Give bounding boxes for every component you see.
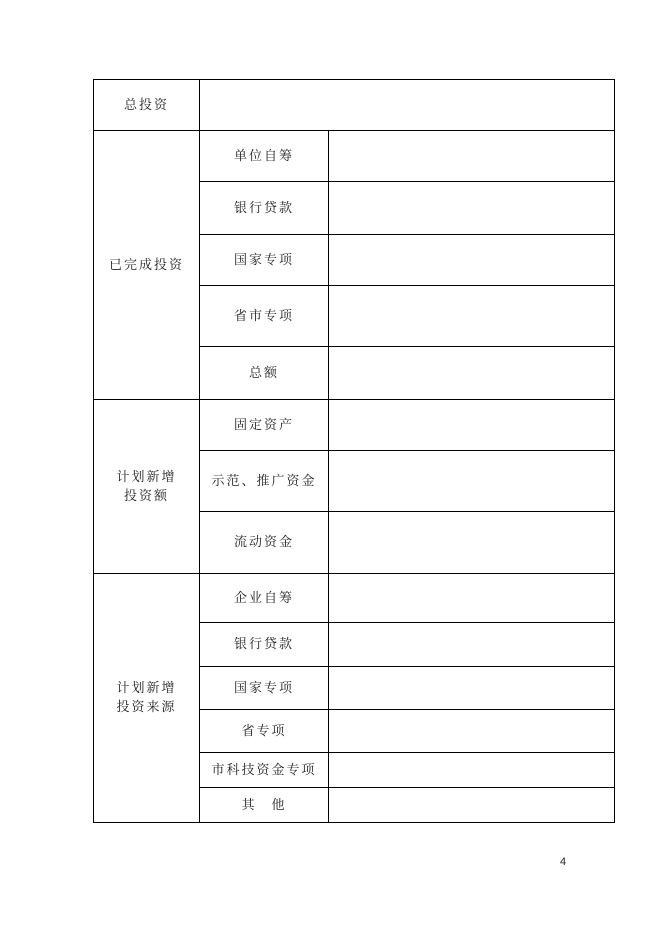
investment-form-table: [93, 79, 615, 823]
completed-item-value[interactable]: [329, 131, 615, 182]
planned-amount-label-line1: 计划新增: [116, 469, 177, 485]
planned-source-item-label: 企业自筹: [200, 574, 329, 623]
planned-amount-item-value[interactable]: [329, 451, 615, 512]
completed-item-value[interactable]: [329, 347, 615, 400]
planned-source-label-line1: 计划新增: [116, 681, 177, 696]
planned-source-label-line2: 投资来源: [116, 700, 177, 715]
completed-item-label: 银行贷款: [200, 182, 329, 235]
planned-source-item-label: 省专项: [200, 710, 329, 753]
planned-amount-label-line2: 投资额: [123, 488, 169, 504]
total-investment-label: 总投资: [94, 80, 200, 131]
completed-item-label: 总额: [200, 347, 329, 400]
planned-source-item-label: 银行贷款: [200, 623, 329, 667]
completed-item-label: 省市专项: [200, 286, 329, 347]
total-investment-field[interactable]: [200, 80, 615, 131]
completed-investment-group-label: 已完成投资: [94, 131, 200, 400]
page-number: 4: [560, 856, 567, 868]
planned-source-item-value[interactable]: [329, 623, 615, 667]
planned-amount-item-value[interactable]: [329, 512, 615, 574]
planned-source-item-value[interactable]: [329, 710, 615, 753]
completed-item-label: 国家专项: [200, 235, 329, 286]
table-row: [94, 400, 615, 451]
planned-source-group-label: [94, 574, 200, 823]
planned-amount-item-label: 示范、推广资金: [200, 451, 329, 512]
table-row: [94, 80, 615, 131]
table-row: [94, 131, 615, 182]
completed-item-value[interactable]: [329, 182, 615, 235]
completed-item-label: 单位自筹: [200, 131, 329, 182]
planned-source-item-value[interactable]: [329, 788, 615, 823]
planned-source-item-label: 国家专项: [200, 667, 329, 710]
planned-amount-item-label: 固定资产: [200, 400, 329, 451]
planned-source-item-value[interactable]: [329, 667, 615, 710]
planned-source-item-value[interactable]: [329, 753, 615, 788]
planned-source-item-label: 市科技资金专项: [200, 753, 329, 788]
planned-amount-group-label: [94, 400, 200, 574]
completed-item-value[interactable]: [329, 286, 615, 347]
completed-item-value[interactable]: [329, 235, 615, 286]
table-row: [94, 574, 615, 623]
planned-source-item-value[interactable]: [329, 574, 615, 623]
planned-amount-item-value[interactable]: [329, 400, 615, 451]
planned-amount-item-label: 流动资金: [200, 512, 329, 574]
planned-source-item-label: 其 他: [200, 788, 329, 823]
